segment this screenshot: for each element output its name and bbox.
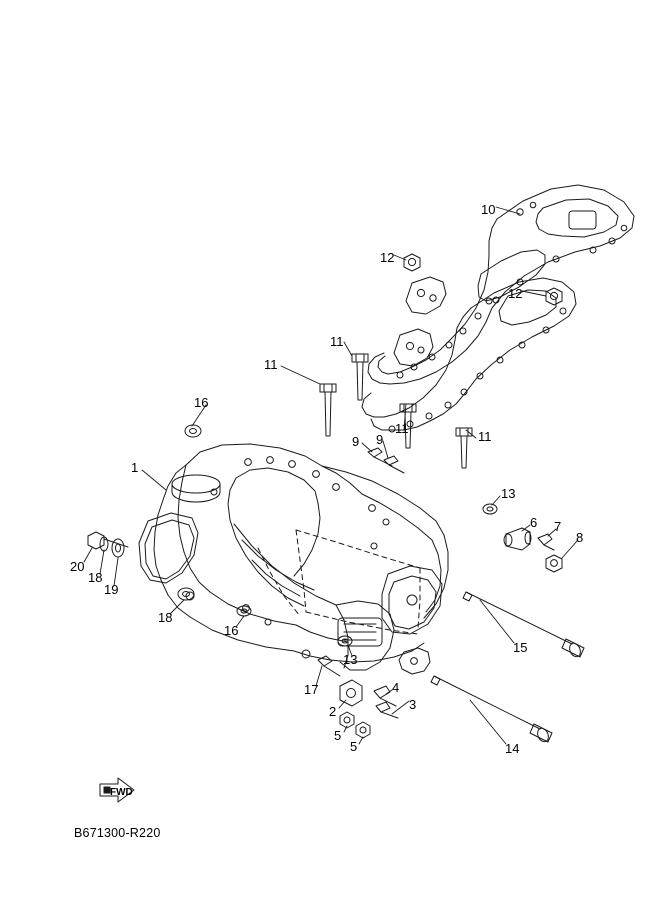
rear-subframe-lower xyxy=(362,278,576,432)
bracket-2 xyxy=(340,680,362,706)
callout-label: 8 xyxy=(576,530,584,545)
callout-label: 13 xyxy=(501,486,516,501)
callout-label: 9 xyxy=(376,432,384,447)
nut-8 xyxy=(546,555,562,572)
callout-label: 11 xyxy=(478,429,492,444)
callout-label: 15 xyxy=(513,640,528,655)
nut-5-b xyxy=(356,722,370,738)
callout-label: 1 xyxy=(131,460,139,475)
bolt-11-mid xyxy=(352,354,368,400)
callout-label: 12 xyxy=(380,250,395,265)
callout-label: 19 xyxy=(104,582,119,597)
callout-label: 11 xyxy=(395,421,409,436)
long-bolt-14 xyxy=(431,676,552,743)
callout-label: 6 xyxy=(530,515,538,530)
callout-label: 17 xyxy=(304,682,319,697)
fwd-arrow-label: FWD xyxy=(110,787,133,798)
callout-label: 20 xyxy=(70,559,85,574)
callout-label: 18 xyxy=(158,610,173,625)
callout-label: 18 xyxy=(88,570,103,585)
rear-subframe-upper xyxy=(368,185,634,384)
callout-label: 2 xyxy=(329,704,337,719)
bolt-7 xyxy=(538,534,554,550)
nut-12-left xyxy=(404,254,420,271)
callout-label: 7 xyxy=(554,519,562,534)
bolt-11-left xyxy=(320,384,336,436)
callout-label: 16 xyxy=(194,395,209,410)
callout-label: 12 xyxy=(508,286,523,301)
washer-16-upper xyxy=(185,425,201,437)
washer-19 xyxy=(112,539,124,557)
callout-label: 11 xyxy=(330,334,344,349)
callout-label: 11 xyxy=(264,357,278,372)
callout-label: 5 xyxy=(334,728,342,743)
bolt-9-b xyxy=(384,456,404,473)
callout-label: 3 xyxy=(409,697,417,712)
collar-6 xyxy=(504,528,531,550)
diagram-part-code: B671300-R220 xyxy=(74,826,161,840)
callout-label: 4 xyxy=(392,680,400,695)
callout-label: 16 xyxy=(224,623,239,638)
washer-13-right xyxy=(483,504,497,514)
bolt-9-a xyxy=(368,448,392,466)
bolt-17 xyxy=(318,656,340,676)
main-frame-body xyxy=(139,444,448,674)
bolt-11-right-b xyxy=(456,428,472,468)
callout-label: 9 xyxy=(352,434,360,449)
callout-label: 13 xyxy=(343,652,358,667)
bolt-3 xyxy=(376,702,398,718)
leader-lines xyxy=(84,207,578,744)
callout-label: 5 xyxy=(350,739,358,754)
callout-label: 14 xyxy=(505,741,520,756)
callout-label: 10 xyxy=(481,202,496,217)
